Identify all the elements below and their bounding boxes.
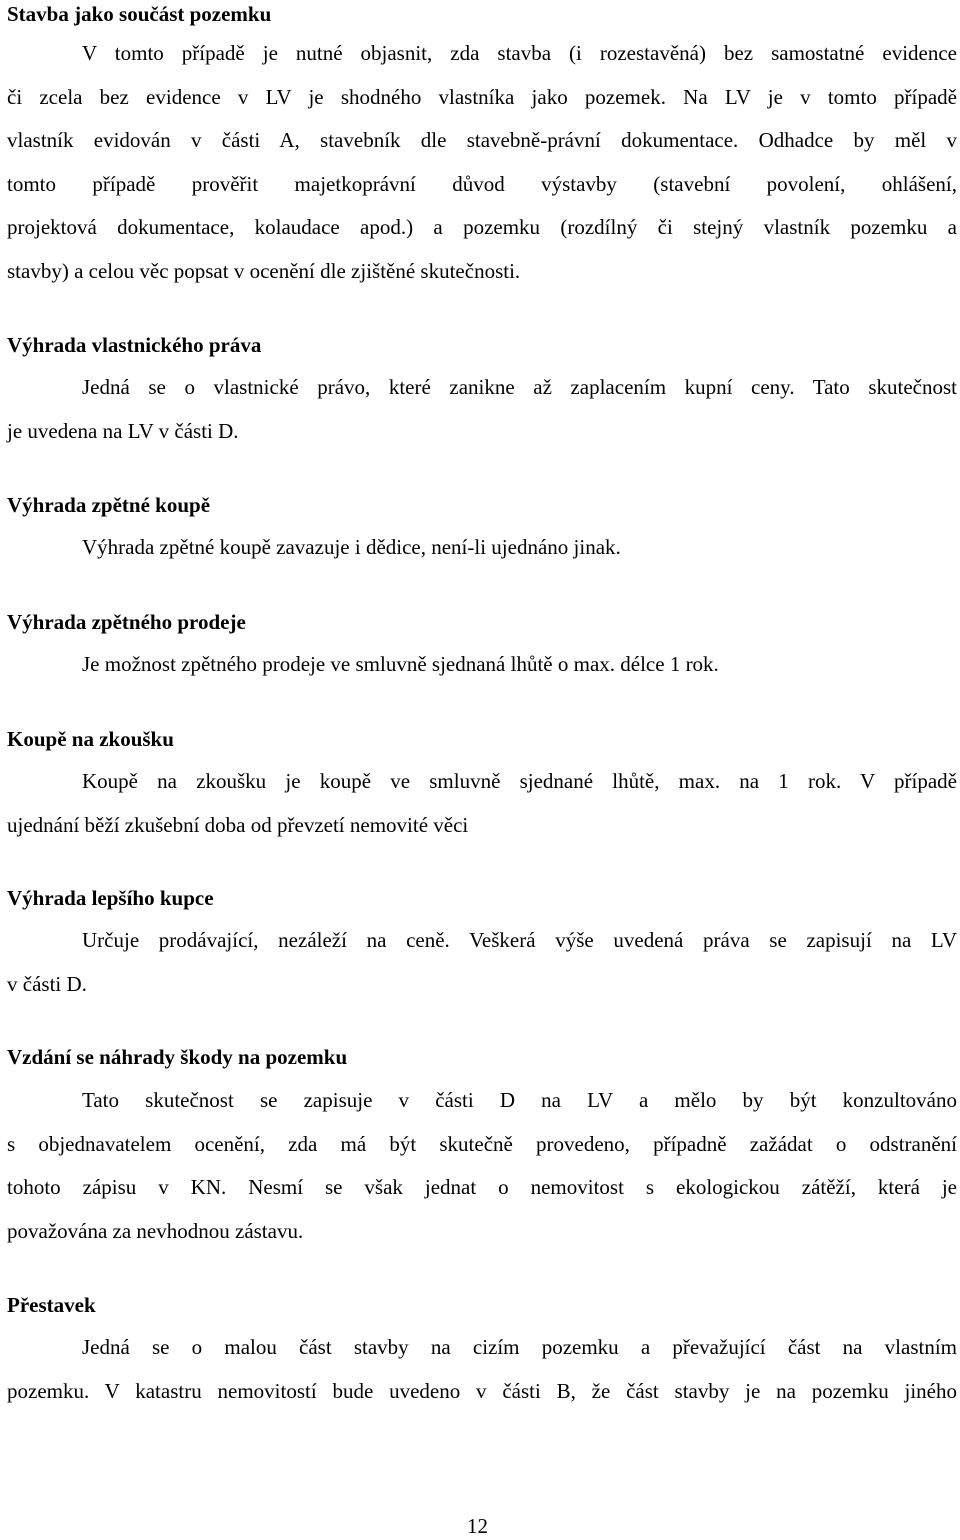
text-line: považována za nevhodnou zástavu.	[7, 1218, 304, 1243]
text-line: je uvedena na LV v části D.	[7, 418, 239, 443]
text-line: ujednání běží zkušební doba od převzetí nemovité věci	[7, 812, 469, 837]
text-line: tohoto zápisu v KN. Nesmí se však jednat o nemovitost s ekologickou zátěží, která je	[7, 1175, 957, 1199]
section-body-prestavek	[7, 1326, 957, 1413]
text-line: Jedná se o malou část stavby na cizím pozemku a převažující část na vlastním	[82, 1335, 957, 1359]
section-heading-vyhrada-zpetneho-prodeje: Výhrada zpětného prodeje	[7, 610, 246, 634]
section-heading-vzdani-se-nahrady: Vzdání se náhrady škody na pozemku	[7, 1045, 348, 1069]
text-line: tomto případě prověřit majetkoprávní důvod výstavby (stavební povolení, ohlášení,	[7, 171, 957, 196]
section-body-stavba	[7, 32, 957, 293]
section-heading-vyhrada-zpetne-koupe: Výhrada zpětné koupě	[7, 493, 211, 517]
text-line: projektová dokumentace, kolaudace apod.) a pozemku (rozdílný či stejný vlastník pozemku a	[7, 215, 957, 239]
section-body-vyhrada-vlastnickeho-prava	[7, 366, 957, 453]
text-line: Jedná se o vlastnické právo, které zanikne až zaplacením kupní ceny. Tato skutečnost	[82, 375, 957, 399]
section-body-koupe-na-zkousku	[7, 760, 957, 847]
section-body-vyhrada-zpetne-koupe	[7, 526, 957, 570]
section-body-vzdani-se-nahrady	[7, 1079, 957, 1253]
section-heading-vyhrada-lepsiho-kupce: Výhrada lepšího kupce	[7, 886, 214, 910]
text-line: Výhrada zpětné koupě zavazuje i dědice, není-li ujednáno jinak.	[82, 535, 621, 559]
text-line: Určuje prodávající, nezáleží na ceně. Veškerá výše uvedená práva se zapisují na LV	[82, 928, 957, 952]
section-heading-vyhrada-vlastnickeho-prava: Výhrada vlastnického práva	[7, 333, 262, 357]
text-line: vlastník evidován v části A, stavebník dle stavebně-právní dokumentace. Odhadce by měl v	[7, 128, 957, 152]
section-heading-stavba: Stavba jako součást pozemku	[7, 2, 272, 26]
text-line: Tato skutečnost se zapisuje v části D na LV a mělo by být konzultováno	[82, 1088, 957, 1112]
text-line: stavby) a celou věc popsat v ocenění dle zjištěné skutečnosti.	[7, 258, 521, 283]
section-heading-prestavek: Přestavek	[7, 1293, 96, 1317]
text-line: Je možnost zpětného prodeje ve smluvně sjednaná lhůtě o max. délce 1 rok.	[82, 652, 719, 676]
text-line: v části D.	[7, 971, 87, 996]
section-body-vyhrada-zpetneho-prodeje	[7, 643, 957, 687]
text-line: s objednavatelem ocenění, zda má být skutečně provedeno, případně zažádat o odstranění	[7, 1131, 957, 1156]
text-line: pozemku. V katastru nemovitostí bude uvedeno v části B, že část stavby je na pozemku jiného	[7, 1378, 957, 1403]
text-line: V tomto případě je nutné objasnit, zda stavba (i rozestavěná) bez samostatné evidence	[82, 41, 957, 65]
page-number: 12	[467, 1514, 488, 1538]
section-heading-koupe-na-zkousku: Koupě na zkoušku	[7, 727, 174, 751]
text-line: či zcela bez evidence v LV je shodného vlastníka jako pozemek. Na LV je v tomto případě	[7, 84, 957, 109]
section-body-vyhrada-lepsiho-kupce	[7, 919, 957, 1006]
text-line: Koupě na zkoušku je koupě ve smluvně sjednané lhůtě, max. na 1 rok. V případě	[82, 769, 957, 793]
